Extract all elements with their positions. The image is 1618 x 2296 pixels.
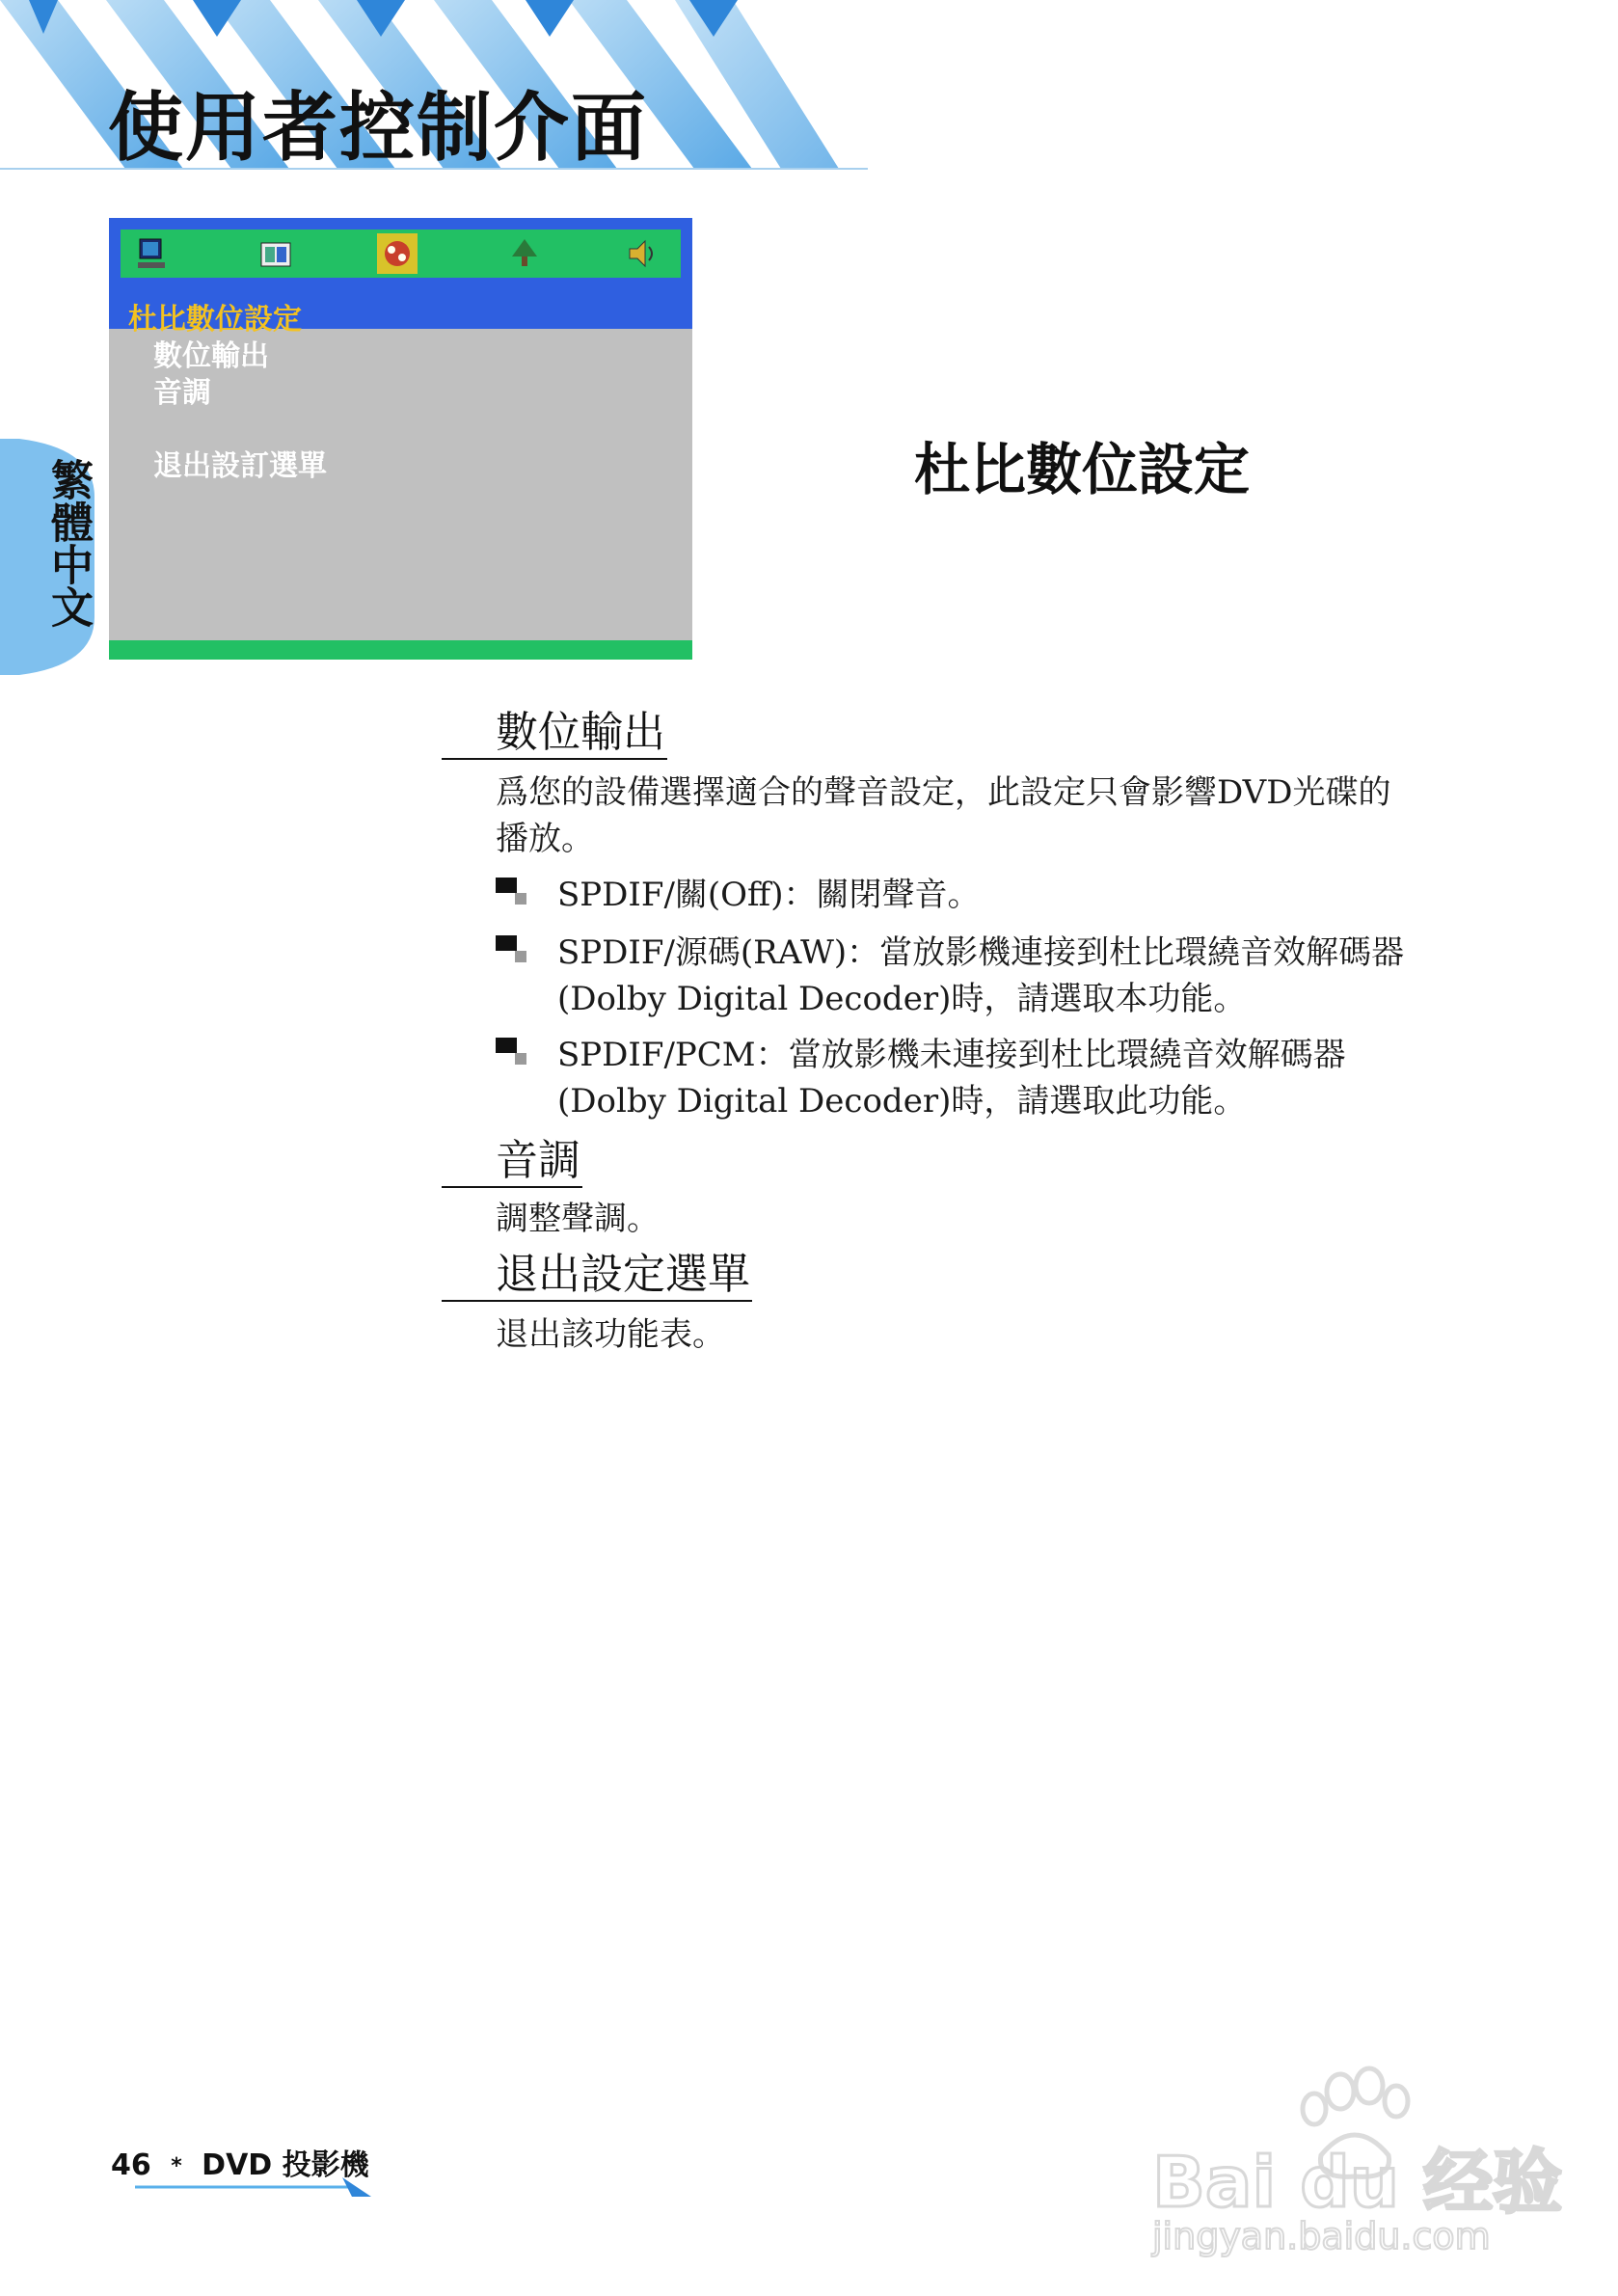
list-item-text: (Dolby Digital Decoder)時，請選取此功能。 xyxy=(557,1082,1247,1121)
footer-product: DVD 投影機 xyxy=(202,2148,369,2182)
osd-footer-band xyxy=(109,640,692,660)
osd-heading: 杜比數位設定 xyxy=(128,303,302,337)
list-item-text: SPDIF/源碼(RAW)：當放影機連接到杜比環繞音效解碼器 xyxy=(557,933,1405,972)
heading-exit-setup-menu: 退出設定選單 xyxy=(442,1250,752,1302)
paragraph-line: 調整聲調。 xyxy=(496,1200,660,1238)
osd-item-exit-setup[interactable]: 退出設訂選單 xyxy=(153,449,327,483)
page-number: 46 xyxy=(111,2148,151,2182)
square-bullet-icon xyxy=(496,935,528,968)
paragraph-line: 爲您的設備選擇適合的聲音設定，此設定只會影響DVD光碟的 xyxy=(496,773,1391,812)
osd-icon-bar xyxy=(121,230,681,278)
paragraph-line: 播放。 xyxy=(496,820,594,858)
picture-icon[interactable] xyxy=(256,233,296,274)
osd-menu xyxy=(109,218,692,660)
list-item-text: SPDIF/PCM：當放影機未連接到杜比環繞音效解碼器 xyxy=(557,1036,1346,1074)
monitor-icon[interactable] xyxy=(132,233,173,274)
footer-underline xyxy=(135,2175,371,2199)
osd-item-tone[interactable]: 音調 xyxy=(153,376,211,410)
list-item-text: (Dolby Digital Decoder)時，請選取本功能。 xyxy=(557,980,1247,1018)
watermark-url: jingyan.baidu.com xyxy=(1152,2215,1491,2257)
heading-tone: 音調 xyxy=(442,1136,582,1188)
baidu-watermark xyxy=(1152,2059,1563,2271)
side-tab-label: 繁體中文 xyxy=(43,458,93,628)
dolby-icon[interactable] xyxy=(377,233,418,274)
heading-digital-output: 數位輸出 xyxy=(442,708,667,760)
section-title: 杜比數位設定 xyxy=(914,437,1251,502)
footer-separator: * xyxy=(171,2154,182,2178)
speaker-icon[interactable] xyxy=(622,233,662,274)
paragraph-line: 退出該功能表。 xyxy=(496,1315,725,1354)
osd-item-digital-output[interactable]: 數位輸出 xyxy=(153,339,269,373)
list-item-text: SPDIF/關(Off)：關閉聲音。 xyxy=(557,876,981,914)
square-bullet-icon xyxy=(496,1038,528,1070)
watermark-brand: Bai du 经验 xyxy=(1152,2142,1563,2223)
tree-icon[interactable] xyxy=(504,233,545,274)
page-title: 使用者控制介面 xyxy=(108,85,649,172)
square-bullet-icon xyxy=(496,878,528,910)
